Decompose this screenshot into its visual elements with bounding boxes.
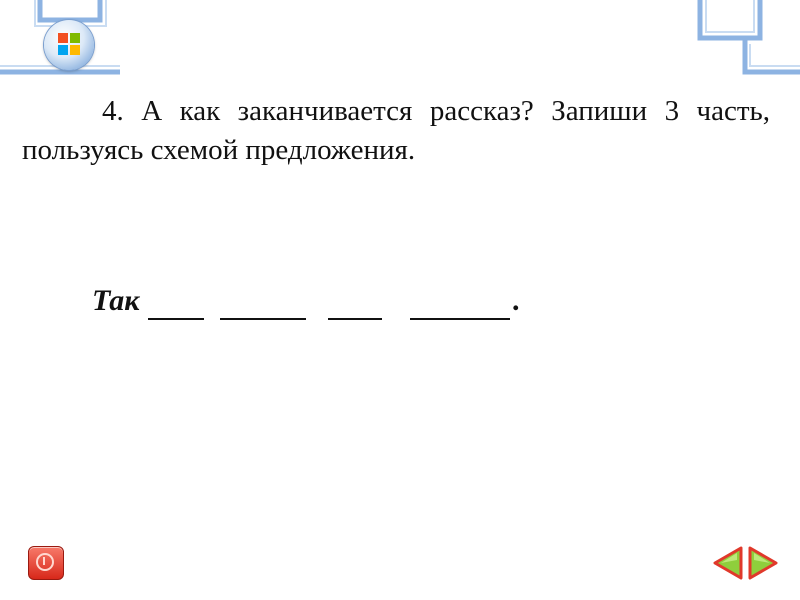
power-button[interactable]	[28, 546, 64, 580]
prev-slide-button[interactable]	[711, 544, 745, 582]
scheme-period: .	[512, 284, 520, 317]
scheme-blank	[220, 318, 306, 320]
next-slide-button[interactable]	[746, 544, 780, 582]
corner-decoration-right	[690, 0, 800, 80]
scheme-blank	[410, 318, 510, 320]
sentence-scheme	[92, 284, 542, 324]
arrow-right-icon	[750, 548, 776, 578]
task-text: 4. А как заканчивается рассказ? Запиши 3 часть, пользуясь схемой предложения.	[22, 95, 770, 167]
office-button[interactable]	[44, 20, 94, 70]
scheme-blank	[328, 318, 382, 320]
scheme-lead-word: Так	[92, 284, 140, 317]
scheme-blank	[148, 318, 204, 320]
office-logo-icon	[57, 32, 81, 56]
power-icon	[36, 553, 54, 571]
arrow-left-icon	[715, 548, 741, 578]
